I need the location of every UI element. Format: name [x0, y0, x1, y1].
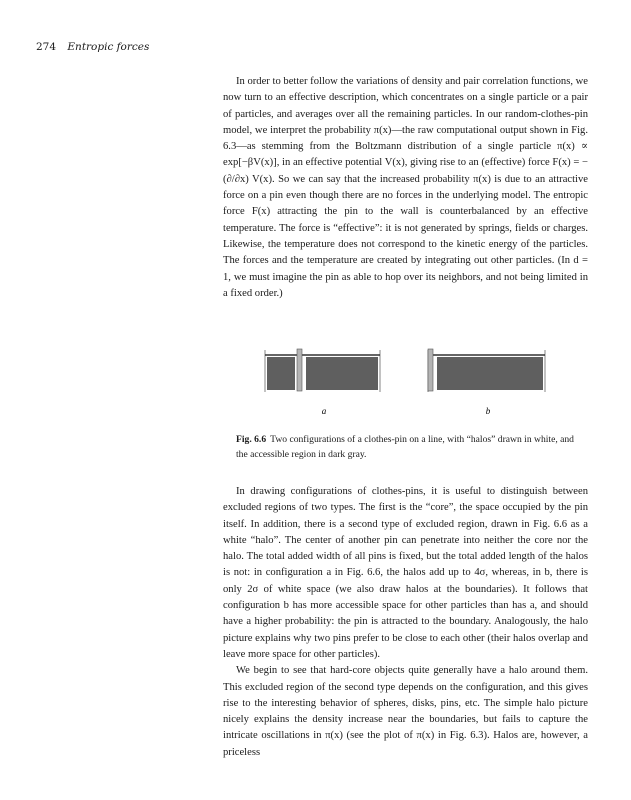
- body-paragraph-2: [223, 484, 588, 761]
- caption-text: Two configurations of a clothes-pin on a line, with “halos” drawn in white, and the accessible region in dark gray.: [236, 434, 574, 460]
- running-title: Entropic forces: [67, 41, 150, 53]
- caption-label: Fig. 6.6: [236, 434, 267, 445]
- configuration-a-panel: [265, 349, 380, 392]
- paragraph-text: In drawing configurations of clothes-pins, it is useful to distinguish between excluded regions of two types. The first is the “core”, the space occupied by the pin itself. In addition, there is a second type of excluded region, drawn in Fig. 6.6 as a white “halo”. The center of another pin can penetrate into neither the core nor the halo. The total added width of all pins is fixed, but the total added length of the halos is not: in configuration a in Fig. 6.6, the halos add up to 4σ, whereas, in b, there is only 2σ of white space (we also draw halos at the boundaries). It follows that configuration b has more accessible space for other particles than has a, and should have a higher probability: the pin is attracted to the boundary. Analogously, the halo picture explains why two pins prefer to be close to each other (their halos overlap and leave more space for other particles).: [223, 486, 588, 660]
- paragraph-text: In order to better follow the variations of density and pair correlation functions, we now turn to an effective description, which concentrates on a single particle or a pair of particles, and averages over all the remaining particles. In our random-clothes-pin model, we interpret the probability π(x)—the raw computational output shown in Fig. 6.3—as stemming from the Boltzmann distribution of a single particle π(x) ∝ exp[−βV(x)], in an effective potential V(x), giving rise to an (effective) force F(x) = −(∂/∂x) V(x). So we can say that the increased probability π(x) is due to an attractive force on a pin even though there are no forces in the underlying model. The entropic force F(x) attracting the pin to the wall is counterbalanced by an effective temperature. The force is “effective”: it is not generated by springs, fields or charges. Likewise, the temperature does not correspond to the kinetic energy of the particles. The forces and the temperature are created by integrating out other particles. (In d = 1, we must imagine the pin as able to hop over its neighbors, and not being limited in a fixed order.): [223, 76, 588, 299]
- figure-caption: [236, 433, 588, 462]
- pin-core: [428, 349, 433, 391]
- panel-a-label: a: [321, 406, 327, 416]
- accessible-region: [437, 357, 543, 390]
- figure-6-6: [230, 342, 590, 422]
- running-header: [36, 41, 149, 53]
- accessible-region: [267, 357, 295, 390]
- page-number: 274: [36, 41, 57, 53]
- panel-b-label: b: [485, 406, 491, 416]
- accessible-region: [306, 357, 378, 390]
- configuration-b-panel: [428, 349, 545, 392]
- pin-core: [297, 349, 302, 391]
- paragraph-text: We begin to see that hard-core objects quite generally have a halo around them. This excluded region of the second type depends on the configuration, and this gives rise to the interesting behavior of spheres, disks, pins, etc. The simple halo picture nicely explains the density increase near the boundaries, but fails to capture the intricate oscillations in π(x) (see the plot of π(x) in Fig. 6.3). Halos are, however, a priceless: [223, 665, 588, 758]
- body-paragraph-1: [223, 74, 588, 302]
